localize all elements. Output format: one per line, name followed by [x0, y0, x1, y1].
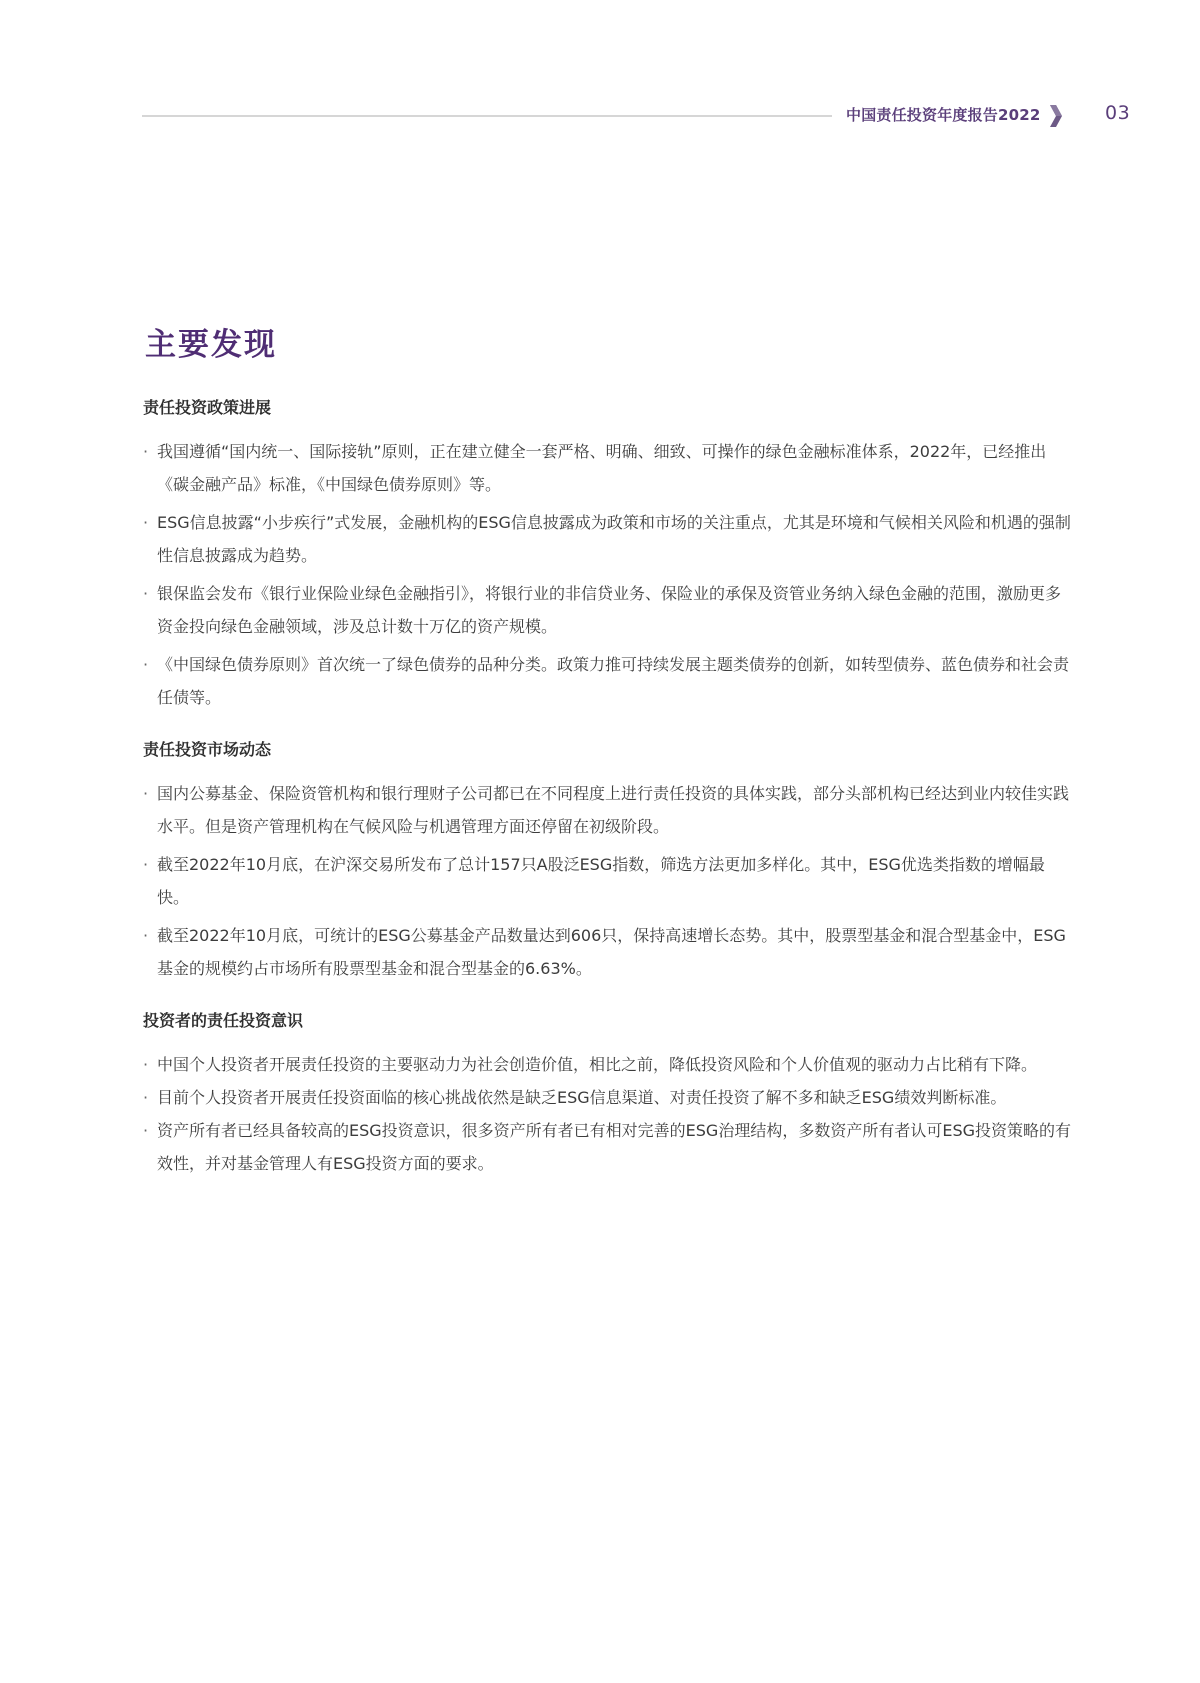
- findings-content: [143, 394, 1073, 1202]
- list-item: · 国内公募基金、保险资管机构和银行理财子公司都已在不同程度上进行责任投资的具体实践，部分头部机构已经达到业内较佳实践水平。但是资产管理机构在气候风险与机遇管理方面还停留在初级阶段。: [143, 777, 1073, 843]
- list-item: · ESG信息披露“小步疾行”式发展，金融机构的ESG信息披露成为政策和市场的关注重点，尤其是环境和气候相关风险和机遇的强制性信息披露成为趋势。: [143, 506, 1073, 572]
- page-title: 主要发现: [145, 327, 277, 363]
- section-investor-awareness: [143, 1007, 1073, 1180]
- section-title: 责任投资政策进展: [143, 398, 272, 417]
- section-market-dynamics: [143, 736, 1073, 985]
- list-item: · 我国遵循“国内统一、国际接轨”原则，正在建立健全一套严格、明确、细致、可操作的绿色金融标准体系，2022年，已经推出《碳金融产品》标准，《中国绿色债券原则》等。: [143, 435, 1073, 501]
- list-item: · 目前个人投资者开展责任投资面临的核心挑战依然是缺乏ESG信息渠道、对责任投资了解不多和缺乏ESG绩效判断标准。: [143, 1081, 1073, 1114]
- section-title: 投资者的责任投资意识: [143, 1011, 304, 1030]
- bullet-list: [143, 435, 1073, 714]
- list-item: · 资产所有者已经具备较高的ESG投资意识，很多资产所有者已有相对完善的ESG治理结构，多数资产所有者认可ESG投资策略的有效性，并对基金管理人有ESG投资方面的要求。: [143, 1114, 1073, 1180]
- section-policy-progress: [143, 394, 1073, 714]
- report-title: 中国责任投资年度报告2022: [846, 106, 1041, 124]
- section-title: 责任投资市场动态: [143, 740, 272, 759]
- bullet-list: [143, 777, 1073, 985]
- list-item: · 截至2022年10月底，在沪深交易所发布了总计157只A股泛ESG指数，筛选方法更加多样化。其中，ESG优选类指数的增幅最快。: [143, 848, 1073, 914]
- list-item: · 截至2022年10月底，可统计的ESG公募基金产品数量达到606只，保持高速增长态势。其中，股票型基金和混合型基金中，ESG基金的规模约占市场所有股票型基金和混合型基金的6.63%。: [143, 919, 1073, 985]
- bullet-list: [143, 1048, 1073, 1180]
- header-divider: [142, 115, 832, 117]
- list-item: · 《中国绿色债券原则》首次统一了绿色债券的品种分类。政策力推可持续发展主题类债券的创新，如转型债券、蓝色债券和社会责任债等。: [143, 648, 1073, 714]
- list-item: · 银保监会发布《银行业保险业绿色金融指引》，将银行业的非信贷业务、保险业的承保及资管业务纳入绿色金融的范围，激励更多资金投向绿色金融领域，涉及总计数十万亿的资产规模。: [143, 577, 1073, 643]
- page-number: 03: [1105, 102, 1131, 124]
- list-item: · 中国个人投资者开展责任投资的主要驱动力为社会创造价值，相比之前，降低投资风险和个人价值观的驱动力占比稍有下降。: [143, 1048, 1073, 1081]
- chevron-right-icon: [1049, 104, 1063, 128]
